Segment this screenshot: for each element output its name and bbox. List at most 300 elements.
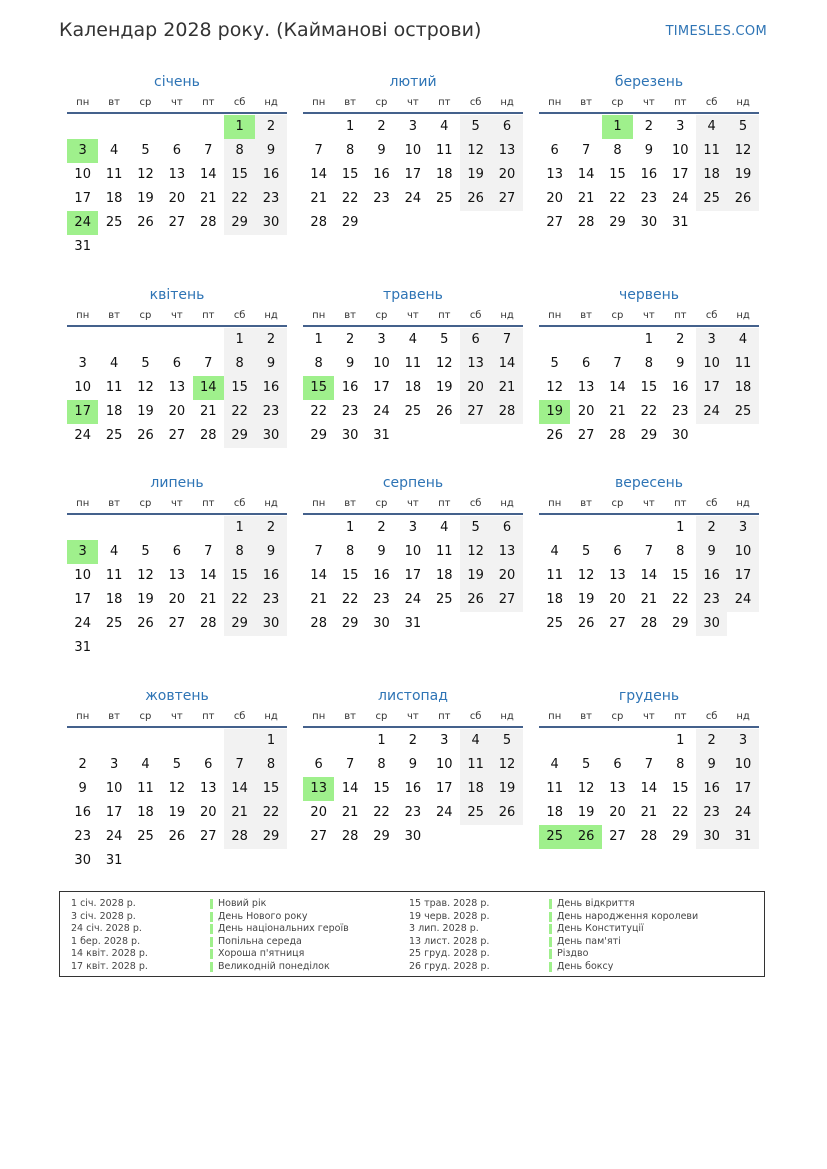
weekday-label: ср [611, 310, 624, 321]
days-grid [303, 327, 523, 448]
day-cell: 13 [609, 781, 626, 796]
weekday-label: вт [108, 498, 120, 509]
day-cell: 13 [546, 167, 563, 182]
day-cell: 22 [671, 805, 689, 820]
weekday-label: пн [312, 310, 326, 321]
day-cell: 10 [373, 356, 390, 371]
day-cell: 15 [341, 167, 359, 182]
day-cell: 26 [460, 588, 491, 612]
legend-date: 13 лист. 2028 р. [409, 935, 490, 947]
day-cell: 4 [440, 119, 449, 134]
day-cell: 31 [74, 239, 91, 254]
day-cell: 7 [204, 143, 213, 158]
weekday-label: нд [264, 310, 278, 321]
day-cell: 26 [727, 187, 758, 211]
month-6 [539, 286, 759, 448]
empty-cell [98, 516, 129, 540]
weekday-label: пн [548, 711, 562, 722]
weekday-label: пн [548, 310, 562, 321]
day-cell: 11 [105, 380, 123, 395]
weekday-label: нд [264, 711, 278, 722]
day-cell: 16 [255, 163, 286, 187]
day-cell: 18 [105, 404, 123, 419]
legend-date: 3 лип. 2028 р. [409, 923, 479, 934]
legend-date: 3 січ. 2028 р. [71, 910, 136, 922]
weekday-label: вт [108, 97, 120, 108]
day-cell: 9 [696, 753, 727, 777]
day-cell: 14 [609, 380, 626, 395]
day-cell: 3 [727, 516, 758, 540]
day-cell: 7 [224, 753, 255, 777]
weekday-label: ср [611, 97, 624, 108]
day-cell: 21 [609, 404, 626, 419]
empty-cell [161, 115, 192, 139]
empty-cell [570, 328, 601, 352]
empty-cell [98, 115, 129, 139]
day-cell: 7 [345, 757, 355, 772]
day-cell: 23 [255, 187, 286, 211]
day-cell: 24 [404, 191, 422, 206]
month-name: липень [150, 475, 204, 491]
legend-date: 19 черв. 2028 р. [409, 910, 490, 922]
day-cell: 7 [314, 544, 323, 559]
legend-holiday-name: День Конституції [549, 923, 698, 936]
day-cell: 2 [255, 115, 286, 139]
day-cell: 8 [255, 753, 286, 777]
weekday-label: ср [375, 498, 388, 509]
day-cell: 4 [109, 544, 119, 559]
weekday-label: пт [438, 97, 451, 108]
weekday-label: пн [312, 498, 326, 509]
day-cell: 16 [373, 167, 390, 182]
weekday-label: ср [611, 498, 624, 509]
weekday-label: вт [108, 310, 120, 321]
day-cell: 31 [373, 428, 390, 443]
weekday-label: сб [705, 498, 718, 509]
weekday-label: нд [736, 310, 750, 321]
day-cell: 14 [224, 777, 255, 801]
weekday-label: ср [375, 97, 388, 108]
weekday-label: ср [139, 97, 152, 108]
empty-cell [130, 516, 161, 540]
day-cell: 15 [224, 564, 255, 588]
empty-cell [539, 328, 570, 352]
day-cell: 5 [581, 544, 591, 559]
legend-holiday-name: День народження королеви [549, 911, 698, 924]
holiday-day-cell: 25 [539, 825, 570, 849]
day-cell: 6 [460, 328, 491, 352]
day-cell: 15 [671, 781, 689, 796]
day-cell: 14 [310, 167, 327, 182]
day-cell: 10 [435, 757, 453, 772]
weekday-label: ср [375, 310, 388, 321]
day-cell: 12 [137, 568, 154, 583]
day-cell: 3 [440, 733, 449, 748]
day-cell: 17 [727, 564, 758, 588]
weekday-label: чт [643, 310, 655, 321]
day-cell: 19 [168, 805, 186, 820]
day-cell: 11 [435, 143, 453, 158]
day-cell: 16 [373, 568, 390, 583]
day-cell: 20 [491, 163, 522, 187]
day-cell: 17 [404, 167, 422, 182]
day-cell: 27 [168, 428, 186, 443]
day-cell: 2 [696, 729, 727, 753]
day-cell: 15 [671, 568, 689, 583]
days-grid [303, 515, 523, 636]
day-cell: 6 [491, 115, 522, 139]
days-grid [303, 114, 523, 235]
day-cell: 2 [345, 332, 355, 347]
empty-cell [193, 328, 224, 352]
day-cell: 2 [255, 328, 286, 352]
day-cell: 29 [373, 829, 390, 844]
day-cell: 9 [377, 544, 386, 559]
day-cell: 9 [78, 781, 87, 796]
day-cell: 12 [460, 139, 491, 163]
day-cell: 31 [74, 640, 91, 655]
day-cell: 30 [640, 215, 658, 230]
holiday-day-cell: 13 [303, 777, 334, 801]
day-cell: 1 [676, 520, 685, 535]
day-cell: 13 [491, 540, 522, 564]
day-cell: 16 [671, 380, 689, 395]
weekday-header [539, 495, 759, 515]
day-cell: 13 [168, 568, 186, 583]
legend-names-right [549, 898, 698, 973]
day-cell: 14 [640, 568, 658, 583]
day-cell: 20 [310, 805, 327, 820]
day-cell: 8 [314, 356, 323, 371]
legend-date: 15 трав. 2028 р. [409, 898, 490, 909]
day-cell: 3 [676, 119, 685, 134]
weekday-label: пн [312, 97, 326, 108]
month-name: червень [618, 287, 680, 303]
day-cell: 18 [105, 191, 123, 206]
day-cell: 3 [727, 729, 758, 753]
day-cell: 28 [310, 616, 327, 631]
weekday-label: вт [580, 498, 592, 509]
day-cell: 5 [141, 143, 150, 158]
day-cell: 21 [640, 805, 658, 820]
weekday-label: нд [500, 498, 514, 509]
day-cell: 13 [491, 139, 522, 163]
day-cell: 26 [137, 616, 154, 631]
day-cell: 6 [172, 544, 181, 559]
day-cell: 25 [435, 592, 453, 607]
day-cell: 22 [671, 592, 689, 607]
empty-cell [193, 115, 224, 139]
day-cell: 19 [137, 191, 154, 206]
day-cell: 21 [199, 592, 217, 607]
day-cell: 10 [404, 143, 422, 158]
day-cell: 25 [105, 215, 123, 230]
day-cell: 2 [644, 119, 653, 134]
day-cell: 14 [199, 167, 217, 182]
weekday-label: ср [139, 310, 152, 321]
day-cell: 10 [727, 753, 758, 777]
day-cell: 25 [137, 829, 154, 844]
day-cell: 8 [613, 143, 622, 158]
days-grid [67, 327, 287, 448]
day-cell: 8 [345, 544, 355, 559]
page-title: Календар 2028 року. (Кайманові острови) [59, 19, 482, 41]
day-cell: 26 [435, 404, 453, 419]
days-grid [67, 515, 287, 660]
weekday-label: сб [233, 310, 246, 321]
weekday-label: вт [344, 711, 356, 722]
day-cell: 16 [404, 781, 422, 796]
day-cell: 19 [460, 163, 491, 187]
day-cell: 11 [696, 139, 727, 163]
weekday-label: пт [202, 498, 215, 509]
month-8 [303, 474, 523, 636]
day-cell: 25 [460, 801, 491, 825]
day-cell: 29 [609, 215, 626, 230]
day-cell: 30 [255, 612, 286, 636]
day-cell: 30 [255, 211, 286, 235]
day-cell: 21 [199, 191, 217, 206]
empty-cell [602, 328, 633, 352]
day-cell: 24 [727, 801, 758, 825]
days-grid [539, 114, 759, 235]
day-cell: 20 [609, 805, 626, 820]
day-cell: 19 [577, 592, 595, 607]
day-cell: 5 [440, 332, 449, 347]
day-cell: 22 [224, 588, 255, 612]
day-cell: 20 [609, 592, 626, 607]
weekday-label: чт [643, 711, 655, 722]
legend-holiday-name: Різдво [549, 948, 698, 961]
day-cell: 26 [168, 829, 186, 844]
day-cell: 5 [141, 544, 150, 559]
day-cell: 7 [613, 356, 622, 371]
weekday-label: вт [344, 498, 356, 509]
day-cell: 3 [408, 119, 417, 134]
month-11 [303, 687, 523, 849]
weekday-label: сб [705, 97, 718, 108]
legend-holiday-name: День відкриття [549, 898, 698, 911]
day-cell: 17 [74, 191, 91, 206]
weekday-label: чт [407, 310, 419, 321]
day-cell: 4 [141, 757, 150, 772]
month-name: вересень [614, 475, 684, 491]
month-7 [67, 474, 287, 660]
day-cell: 23 [255, 400, 286, 424]
day-cell: 6 [204, 757, 213, 772]
day-cell: 2 [78, 757, 87, 772]
day-cell: 13 [609, 568, 626, 583]
day-cell: 4 [696, 115, 727, 139]
weekday-label: пт [674, 711, 687, 722]
day-cell: 23 [373, 191, 390, 206]
day-cell: 12 [435, 356, 453, 371]
legend-dates-right [409, 898, 490, 973]
day-cell: 21 [577, 191, 595, 206]
day-cell: 23 [640, 191, 658, 206]
weekday-label: чт [643, 498, 655, 509]
day-cell: 18 [137, 805, 154, 820]
day-cell: 27 [310, 829, 327, 844]
day-cell: 4 [550, 544, 559, 559]
empty-cell [334, 729, 365, 753]
day-cell: 20 [168, 404, 186, 419]
month-12 [539, 687, 759, 849]
day-cell: 16 [74, 805, 91, 820]
day-cell: 1 [255, 729, 286, 753]
weekday-label: пн [548, 498, 562, 509]
day-cell: 5 [550, 356, 559, 371]
day-cell: 23 [696, 588, 727, 612]
weekday-header [539, 94, 759, 114]
day-cell: 8 [377, 757, 386, 772]
days-grid [67, 728, 287, 873]
day-cell: 10 [696, 352, 727, 376]
day-cell: 23 [373, 592, 390, 607]
day-cell: 9 [644, 143, 653, 158]
day-cell: 30 [373, 616, 390, 631]
holiday-day-cell: 14 [193, 376, 224, 400]
day-cell: 24 [727, 588, 758, 612]
day-cell: 5 [460, 516, 491, 540]
weekday-label: вт [580, 711, 592, 722]
day-cell: 15 [255, 777, 286, 801]
day-cell: 4 [109, 356, 119, 371]
day-cell: 17 [435, 781, 453, 796]
weekday-label: сб [233, 711, 246, 722]
weekday-label: нд [264, 97, 278, 108]
weekday-label: ср [139, 498, 152, 509]
day-cell: 25 [404, 404, 422, 419]
day-cell: 19 [137, 592, 154, 607]
day-cell: 28 [577, 215, 595, 230]
day-cell: 7 [581, 143, 591, 158]
legend-holiday-name: День Нового року [210, 911, 349, 924]
day-cell: 17 [74, 592, 91, 607]
day-cell: 10 [671, 143, 689, 158]
day-cell: 5 [141, 356, 150, 371]
legend-date: 1 бер. 2028 р. [71, 935, 141, 947]
weekday-header [539, 307, 759, 327]
day-cell: 9 [377, 143, 386, 158]
day-cell: 9 [696, 540, 727, 564]
day-cell: 25 [105, 616, 123, 631]
day-cell: 30 [404, 829, 422, 844]
day-cell: 31 [105, 853, 123, 868]
day-cell: 19 [727, 163, 758, 187]
day-cell: 19 [491, 777, 522, 801]
day-cell: 16 [341, 380, 359, 395]
weekday-header [67, 495, 287, 515]
holiday-day-cell: 3 [67, 540, 98, 564]
empty-cell [161, 516, 192, 540]
day-cell: 29 [224, 424, 255, 448]
day-cell: 15 [640, 380, 658, 395]
day-cell: 13 [577, 380, 595, 395]
day-cell: 12 [577, 568, 595, 583]
weekday-label: чт [407, 97, 419, 108]
day-cell: 9 [255, 139, 286, 163]
day-cell: 6 [613, 544, 622, 559]
day-cell: 4 [727, 328, 758, 352]
day-cell: 15 [341, 568, 359, 583]
day-cell: 4 [460, 729, 491, 753]
day-cell: 7 [644, 544, 653, 559]
weekday-label: пн [76, 711, 90, 722]
day-cell: 2 [696, 516, 727, 540]
day-cell: 27 [546, 215, 563, 230]
days-grid [539, 327, 759, 448]
day-cell: 2 [377, 119, 386, 134]
day-cell: 18 [546, 592, 563, 607]
month-name: лютий [389, 74, 437, 90]
day-cell: 22 [310, 404, 327, 419]
day-cell: 10 [74, 380, 91, 395]
day-cell: 22 [341, 592, 359, 607]
days-grid [67, 114, 287, 259]
day-cell: 29 [341, 215, 359, 230]
day-cell: 12 [727, 139, 758, 163]
weekday-label: нд [500, 310, 514, 321]
day-cell: 24 [373, 404, 390, 419]
site-link[interactable]: TIMESLES.COM [665, 24, 767, 39]
day-cell: 29 [640, 428, 658, 443]
holiday-day-cell: 1 [224, 115, 255, 139]
day-cell: 12 [491, 753, 522, 777]
weekday-header [303, 94, 523, 114]
day-cell: 17 [404, 568, 422, 583]
empty-cell [570, 516, 601, 540]
weekday-header [539, 708, 759, 728]
day-cell: 16 [696, 564, 727, 588]
day-cell: 28 [199, 616, 217, 631]
month-5 [303, 286, 523, 448]
weekday-label: вт [580, 310, 592, 321]
day-cell: 3 [78, 356, 87, 371]
weekday-label: ср [139, 711, 152, 722]
empty-cell [633, 729, 664, 753]
day-cell: 28 [224, 825, 255, 849]
weekday-label: вт [580, 97, 592, 108]
legend-holiday-name: Великодній понеділок [210, 961, 349, 974]
day-cell: 11 [105, 568, 123, 583]
day-cell: 20 [577, 404, 595, 419]
day-cell: 24 [435, 805, 453, 820]
legend-date: 14 квіт. 2028 р. [71, 948, 148, 959]
day-cell: 19 [137, 404, 154, 419]
day-cell: 10 [727, 540, 758, 564]
month-name: березень [614, 74, 684, 90]
holiday-day-cell: 1 [602, 115, 633, 139]
day-cell: 1 [224, 328, 255, 352]
empty-cell [303, 516, 334, 540]
legend-holiday-name: Хороша п'ятниця [210, 948, 349, 961]
month-name: жовтень [145, 688, 209, 704]
day-cell: 21 [199, 404, 217, 419]
day-cell: 13 [460, 352, 491, 376]
month-name: травень [383, 287, 443, 303]
day-cell: 5 [581, 757, 591, 772]
day-cell: 20 [460, 376, 491, 400]
weekday-label: чт [171, 310, 183, 321]
weekday-label: нд [736, 97, 750, 108]
day-cell: 3 [408, 520, 417, 535]
weekday-label: пт [438, 711, 451, 722]
day-cell: 7 [491, 328, 522, 352]
day-cell: 12 [137, 380, 154, 395]
day-cell: 1 [377, 733, 386, 748]
day-cell: 1 [314, 332, 323, 347]
